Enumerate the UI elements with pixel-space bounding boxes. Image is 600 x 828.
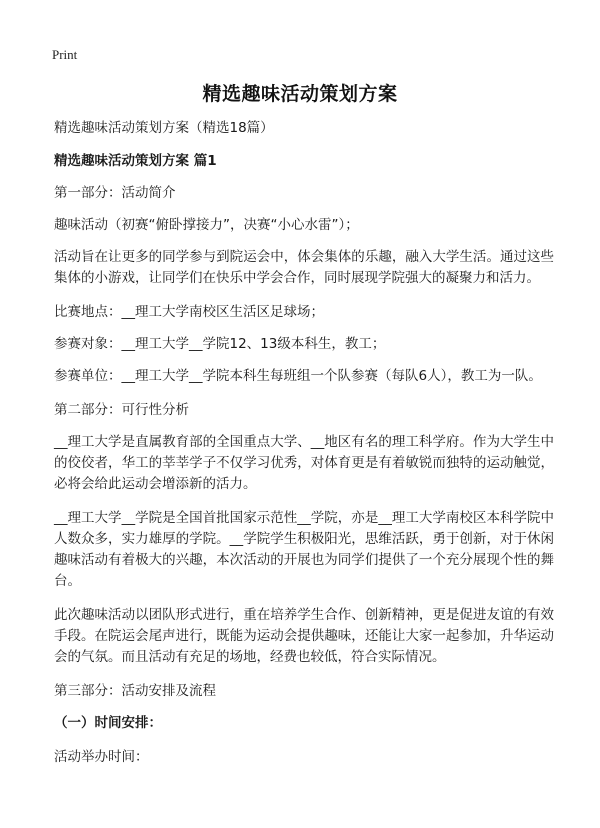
paragraph-activity-name: 趣味活动（初赛“俯卧撑接力”，决赛“小心水雷”）；: [54, 217, 359, 233]
section-heading-part-3: 第三部分：活动安排及流程: [54, 683, 216, 699]
paragraph-activity-purpose: 活动旨在让更多的同学参与到院运会中，体会集体的乐趣，融入大学生活。通过这些集体的小游戏，让同学们在快乐中学会合作，同时展现学院强大的凝聚力和活力。: [54, 249, 554, 286]
print-label[interactable]: Print: [52, 47, 78, 62]
paragraph-feasibility: 此次趣味活动以团队形式进行，重在培养学生合作、创新精神，更是促进友谊的有效手段。在院运会尾声进行，既能为运动会提供趣味，还能让大家一起参加，升华运动会的气氛。而且活动有充足的场地，经费也较低，符合实际情况。: [54, 607, 554, 665]
article-heading: 精选趣味活动策划方案 篇1: [54, 153, 217, 169]
paragraph-university-intro: __理工大学是直属教育部的全国重点大学、__地区有名的理工科学府。作为大学生中的佼佼者，华工的莘莘学子不仅学习优秀，对体育更是有着敏锐而独特的运动触觉，必将会给此运动会增添新的活力。: [54, 434, 554, 492]
paragraph-event-time: 活动举办时间：: [54, 749, 149, 765]
page-title: 精选趣味活动策划方案: [202, 83, 398, 105]
section-heading-part-2: 第二部分：可行性分析: [54, 402, 189, 418]
article-body: [54, 118, 554, 779]
paragraph-participants: 参赛对象：__理工大学__学院12、13级本科生，教工；: [54, 336, 386, 352]
paragraph-venue: 比赛地点：__理工大学南校区生活区足球场；: [54, 304, 324, 320]
document-subtitle: 精选趣味活动策划方案（精选18篇）: [54, 120, 274, 136]
paragraph-college-intro: __理工大学__学院是全国首批国家示范性__学院，亦是__理工大学南校区本科学院中人数众多，实力雄厚的学院。__学院学生积极阳光，思维活跃，勇于创新，对于休闲趣味活动有着极大的兴趣，本次活动的开展也为同学们提供了一个充分展现个性的舞台。: [54, 510, 554, 589]
paragraph-teams: 参赛单位：__理工大学__学院本科生每班组一个队参赛（每队6人），教工为一队。: [54, 368, 542, 384]
section-heading-part-1: 第一部分：活动简介: [54, 185, 176, 201]
subsection-time-schedule: （一）时间安排：: [54, 715, 162, 731]
